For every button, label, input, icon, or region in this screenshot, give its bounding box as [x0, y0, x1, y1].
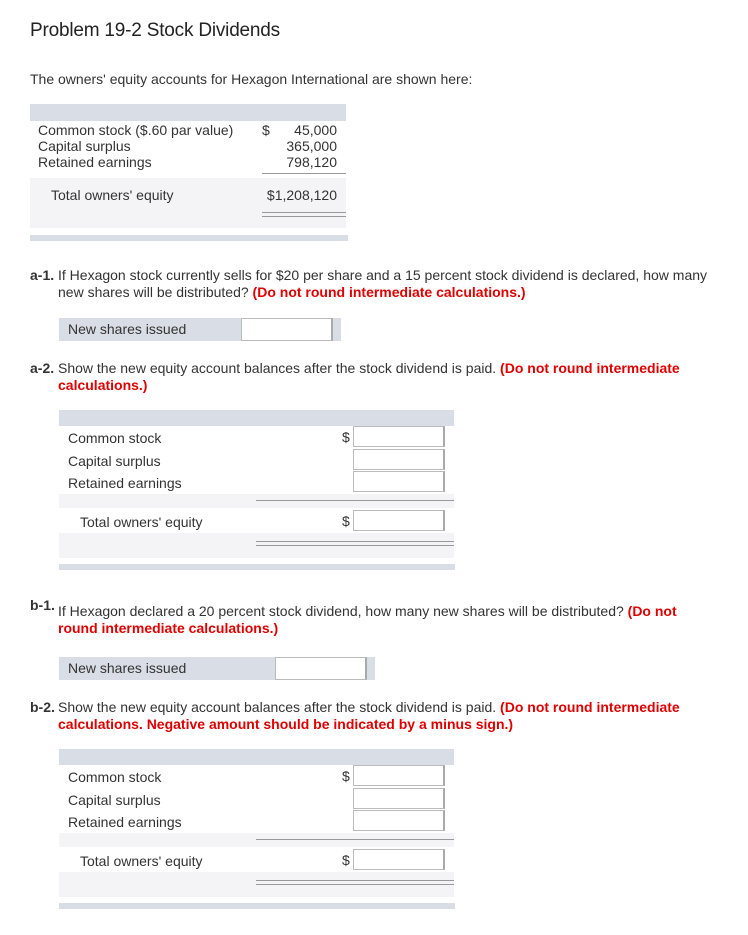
- b2-total-currency: $: [342, 852, 350, 868]
- intro-text: The owners' equity accounts for Hexagon International are shown here:: [30, 71, 473, 87]
- row-value-common-stock: 45,000: [294, 122, 337, 138]
- total-value: $1,208,120: [266, 187, 337, 203]
- row-value-retained-earnings: 798,120: [286, 154, 337, 170]
- b2-common-stock-input[interactable]: [353, 765, 445, 786]
- a2-retained-earnings-input[interactable]: [353, 471, 445, 492]
- total-label: Total owners' equity: [51, 187, 174, 203]
- a2-row-currency: $: [342, 429, 350, 445]
- a2-row-label-common-stock: Common stock: [68, 430, 162, 446]
- question-b2-note: (Do not round intermediate calculations. Negative amount should be indicated by a minus sign.): [58, 699, 680, 732]
- a1-new-shares-input[interactable]: [241, 318, 333, 341]
- b2-total-double-rule: [256, 880, 454, 885]
- a2-total-input[interactable]: [353, 510, 445, 531]
- question-a1-text: If Hexagon stock currently sells for $20 per share and a 15 percent stock dividend is declared, how many new shares will be distributed? (Do not round intermediate calculations.): [58, 267, 708, 300]
- question-a1-note: (Do not round intermediate calculations.): [252, 284, 526, 300]
- a1-input-label: New shares issued: [59, 318, 241, 341]
- question-a2-label: a-2.: [30, 360, 55, 376]
- b1-new-shares-input[interactable]: [275, 657, 367, 680]
- subtotal-rule: [262, 173, 346, 174]
- a2-row-label-capital-surplus: Capital surplus: [68, 453, 161, 469]
- b2-total-input[interactable]: [353, 849, 445, 870]
- table-header-bar: [30, 104, 346, 121]
- row-label-retained-earnings: Retained earnings: [38, 154, 152, 170]
- question-a1-label: a-1.: [30, 267, 55, 283]
- b2-row-label-retained-earnings: Retained earnings: [68, 814, 182, 830]
- a2-table-footer-bar: [59, 564, 455, 570]
- b2-row-label-common-stock: Common stock: [68, 769, 162, 785]
- a2-subtotal-rule: [256, 500, 454, 501]
- b1-input-label: New shares issued: [59, 657, 275, 680]
- b2-table-footer-bar: [59, 903, 455, 909]
- question-b2-label: b-2.: [30, 699, 55, 715]
- b2-row-label-capital-surplus: Capital surplus: [68, 792, 161, 808]
- a2-row-label-retained-earnings: Retained earnings: [68, 475, 182, 491]
- question-b1-text: If Hexagon declared a 20 percent stock dividend, how many new shares will be distributed? (Do not round intermediate calculations.): [58, 603, 677, 636]
- table-footer-bar: [30, 235, 348, 241]
- question-b1-note: (Do not round intermediate calculations.): [58, 603, 677, 636]
- row-value-capital-surplus: 365,000: [286, 138, 337, 154]
- question-a2-text: Show the new equity account balances after the stock dividend is paid. (Do not round intermediate calculations.): [58, 360, 680, 393]
- a2-table-header-bar: [59, 410, 454, 426]
- total-double-rule: [262, 212, 346, 217]
- b2-total-label: Total owners' equity: [80, 853, 203, 869]
- b2-row-currency: $: [342, 768, 350, 784]
- page-title: Problem 19-2 Stock Dividends: [30, 20, 280, 41]
- a2-total-double-rule: [256, 541, 454, 546]
- row-currency: $: [262, 122, 270, 138]
- a2-total-label: Total owners' equity: [80, 514, 203, 530]
- row-label-common-stock: Common stock ($.60 par value): [38, 122, 234, 138]
- b2-table-header-bar: [59, 749, 454, 765]
- b2-retained-earnings-input[interactable]: [353, 810, 445, 831]
- a2-common-stock-input[interactable]: [353, 426, 445, 447]
- a2-total-currency: $: [342, 513, 350, 529]
- b2-subtotal-rule: [256, 839, 454, 840]
- a2-capital-surplus-input[interactable]: [353, 449, 445, 470]
- question-b2-text: Show the new equity account balances after the stock dividend is paid. (Do not round intermediate calculations. Negative amount should be indicated by a minus sign.): [58, 699, 680, 732]
- b2-capital-surplus-input[interactable]: [353, 788, 445, 809]
- row-label-capital-surplus: Capital surplus: [38, 138, 131, 154]
- question-a2-note: (Do not round intermediate calculations.): [58, 360, 680, 393]
- question-b1-label: b-1.: [30, 597, 55, 613]
